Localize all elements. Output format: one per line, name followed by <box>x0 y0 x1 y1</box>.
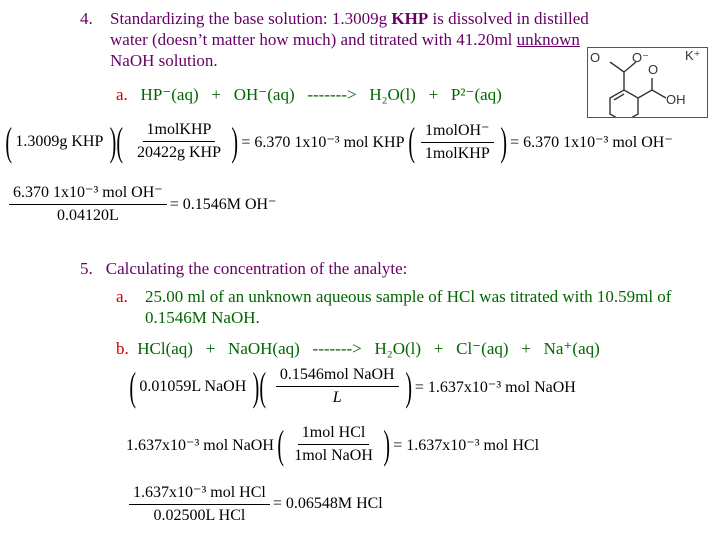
khp-structure-image <box>587 47 708 118</box>
question-5b <box>116 338 600 359</box>
equation-5 <box>126 482 383 525</box>
denominator: 0.04120L <box>56 207 119 224</box>
fraction <box>133 121 225 162</box>
question-5 <box>80 258 407 279</box>
equation-1: ( 1.3009g KHP )( $\frac{\text{1molKHP}}{\text{20422g KHP}}$ ) = 6.370 1x10⁻³ mol KHP ( $\frac{\text{1molOH⁻}}{\text{1molKHP}}$ ) = 6.370 1x10⁻³ mol OH⁻ <box>5 118 673 164</box>
question-4 <box>80 8 600 71</box>
text: is dissolved in distilled water (doesn’t matter how much) and titrated with 41.20ml <box>110 9 589 49</box>
denominator: 20422g KHP <box>136 144 221 161</box>
denominator: 1molKHP <box>424 145 490 162</box>
numerator: 1molOH⁻ <box>421 120 493 143</box>
numerator: 1mol HCl <box>298 424 370 445</box>
fraction <box>9 182 167 225</box>
underlined-word: unknown <box>516 30 580 49</box>
khp-bold: KHP <box>391 9 429 28</box>
eq-term: 0.01059L NaOH <box>139 377 247 395</box>
equation-3: ( 0.01059L NaOH )( $\frac{\text{0.1546mol NaOH}}{L}$ ) = 1.637x10⁻³ mol NaOH <box>129 363 576 409</box>
eq-result: = 6.370 1x10⁻³ mol KHP <box>241 133 405 151</box>
text: Standardizing the base solution: 1.3009g <box>110 9 392 28</box>
question-5a <box>116 286 696 328</box>
numerator: 1molKHP <box>143 121 216 142</box>
reaction: HP⁻(aq) + OH⁻(aq) -------> H₂O(l) + P²⁻(aq) <box>140 85 502 104</box>
equation-4: 1.637x10⁻³ mol NaOH ( $\frac{\text{1mol HCl}}{\text{1mol NaOH}}$ ) = 1.637x10⁻³ mol HCl <box>126 421 540 467</box>
text: 25.00 ml of an unknown aqueous sample of HCl was titrated with 10.59ml of 0.1546M NaOH. <box>145 287 672 327</box>
marker: b. <box>116 339 129 358</box>
eq-result: = 0.1546M OH⁻ <box>169 195 277 213</box>
text: Calculating the concentration of the analyte: <box>105 259 408 278</box>
hydroxyl-label: OH <box>666 92 686 107</box>
eq-result: = 1.637x10⁻³ mol NaOH <box>414 378 576 396</box>
marker: a. <box>116 287 128 306</box>
denominator: 1mol NaOH <box>294 447 373 464</box>
reaction: HCl(aq) + NaOH(aq) -------> H₂O(l) + Cl⁻(aq) + Na⁺(aq) <box>137 339 600 358</box>
oxygen-label: O <box>590 50 601 65</box>
numerator: 6.370 1x10⁻³ mol OH⁻ <box>9 182 167 205</box>
oxygen-label: O <box>648 62 659 77</box>
cation-label: K⁺ <box>685 48 701 63</box>
equation-2 <box>6 182 277 225</box>
fraction <box>421 120 494 163</box>
eq-result: = 6.370 1x10⁻³ mol OH⁻ <box>510 133 673 151</box>
fraction <box>129 482 270 525</box>
anion-label: O⁻ <box>632 50 649 65</box>
numerator: 1.637x10⁻³ mol HCl <box>129 482 270 505</box>
eq-term: 1.3009g KHP <box>15 132 104 150</box>
item-number: 5. <box>80 259 93 278</box>
eq-result: = 0.06548M HCl <box>272 494 383 512</box>
text: NaOH solution. <box>110 51 218 70</box>
denominator: 0.02500L HCl <box>153 507 246 524</box>
denominator: L <box>332 389 342 406</box>
eq-term: 1.637x10⁻³ mol NaOH <box>126 436 274 454</box>
marker: a. <box>116 85 128 104</box>
fraction <box>290 424 377 465</box>
numerator: 0.1546mol NaOH <box>276 366 399 387</box>
eq-result: = 1.637x10⁻³ mol HCl <box>393 436 540 454</box>
question-4a <box>116 84 502 105</box>
fraction <box>276 366 399 407</box>
item-number: 4. <box>80 9 93 28</box>
